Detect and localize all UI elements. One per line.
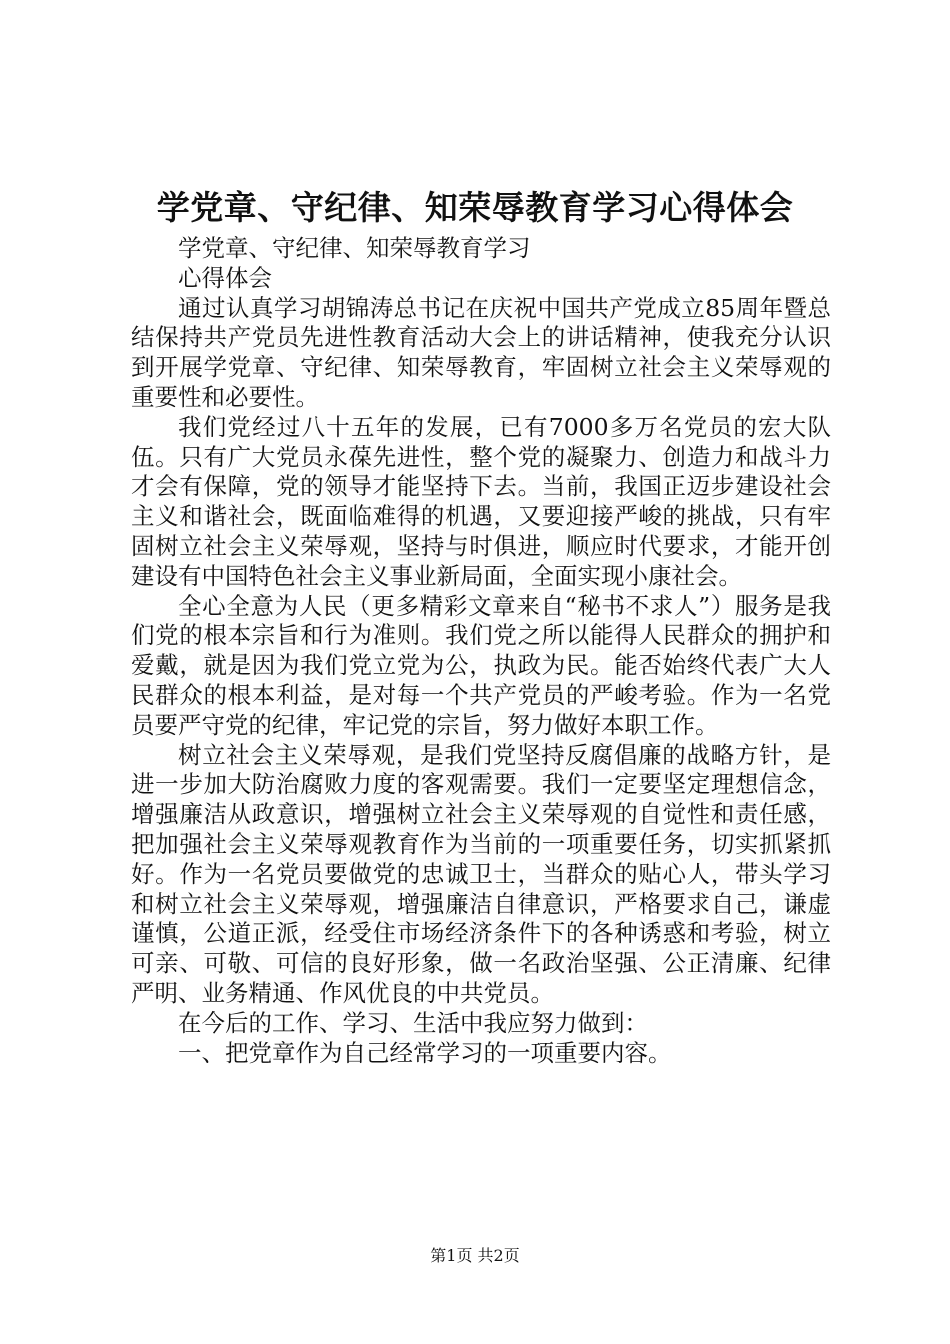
subtitle-line-2: 心得体会 [178, 263, 272, 292]
paragraph: 我们党经过八十五年的发展，已有7000多万名党员的宏大队伍。只有广大党员永葆先进性，整个党的凝聚力、创造力和战斗力才会有保障，党的领导才能坚持下去。当前，我国正迈步建设社会主义和谐社会，既面临难得的机遇，又要迎接严峻的挑战，只有牢固树立社会主义荣辱观，坚持与时俱进，顺应时代要求，才能开创建设有中国特色社会主义事业新局面，全面实现小康社会。 [131, 412, 831, 590]
paragraph: 树立社会主义荣辱观，是我们党坚持反腐倡廉的战略方针，是进一步加大防治腐败力度的客观需要。我们一定要坚定理想信念，增强廉洁从政意识，增强树立社会主义荣辱观的自觉性和责任感，把加强社会主义荣辱观教育作为当前的一项重要任务，切实抓紧抓好。作为一名党员要做党的忠诚卫士，当群众的贴心人，带头学习和树立社会主义荣辱观，增强廉洁自律意识，严格要求自己，谦虚谨慎，公道正派，经受住市场经济条件下的各种诱惑和考验，树立可亲、可敬、可信的良好形象，做一名政治坚强、公正清廉、纪律严明、业务精通、作风优良的中共党员。 [131, 740, 831, 1007]
document-title: 学党章、守纪律、知荣辱教育学习心得体会 [156, 188, 794, 227]
paragraph: 全心全意为人民（更多精彩文章来自“秘书不求人”）服务是我们党的根本宗旨和行为准则。我们党之所以能得人民群众的拥护和爱戴，就是因为我们党立党为公，执政为民。能否始终代表广大人民群众的根本利益，是对每一个共产党员的严峻考验。作为一名党员要严守党的纪律，牢记党的宗旨，努力做好本职工作。 [131, 591, 831, 739]
paragraph: 一、把党章作为自己经常学习的一项重要内容。 [178, 1038, 672, 1067]
paragraph: 通过认真学习胡锦涛总书记在庆祝中国共产党成立85周年暨总结保持共产党员先进性教育活动大会上的讲话精神，使我充分认识到开展学党章、守纪律、知荣辱教育，牢固树立社会主义荣辱观的重要性和必要性。 [131, 293, 831, 411]
document-body [131, 234, 831, 1068]
paragraph: 在今后的工作、学习、生活中我应努力做到： [178, 1008, 648, 1037]
page-number-footer: 第1页 共2页 [430, 1246, 520, 1265]
subtitle-line-1: 学党章、守纪律、知荣辱教育学习 [178, 234, 531, 262]
